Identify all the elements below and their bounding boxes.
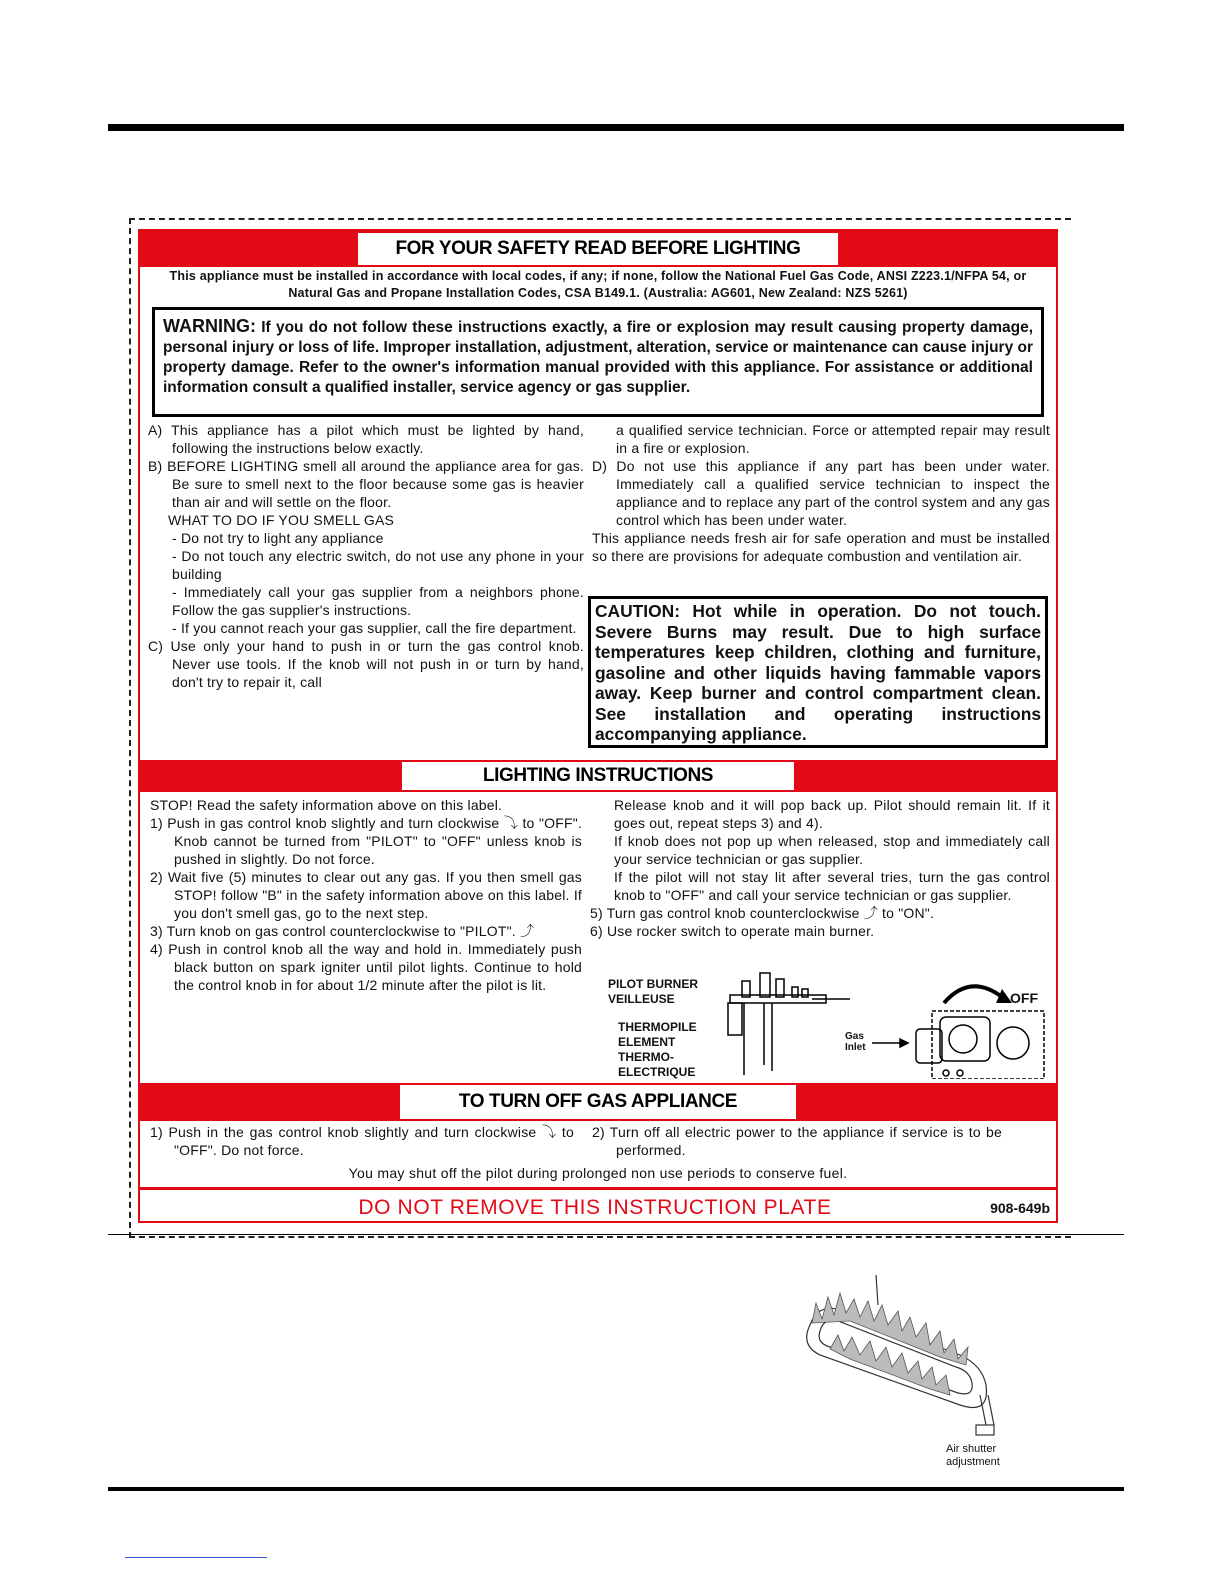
gas-inlet-label-1: Gas: [845, 1031, 864, 1042]
safety-item-b: B) BEFORE LIGHTING smell all around the appliance area for gas. Be sure to smell next to the floor because some gas is heavier than air and will settle on the floor.: [148, 458, 584, 510]
lighting-step-2: 2) Wait five (5) minutes to clear out any gas. If you then smell gas STOP! follow "B" in the safety information above on this label. If you don't smell gas, go to the next step.: [150, 869, 582, 921]
safety-item-a: A) This appliance has a pilot which must be lighted by hand, following the instructions below exactly.: [148, 422, 584, 456]
do-not-remove-bar: [140, 1187, 1056, 1224]
lighting-release: Release knob and it will pop back up. Pilot should remain lit. If it goes out, repeat steps 3) and 4).: [614, 797, 1050, 831]
gas-inlet-label-2: Inlet: [845, 1042, 866, 1053]
element-label: ELEMENT: [618, 1035, 676, 1049]
link-underline: [125, 1557, 267, 1558]
lighting-step-5: 5) Turn gas control knob counterclockwise ⤴ to "ON".: [590, 905, 935, 921]
thermo-label: THERMO-: [618, 1050, 674, 1064]
thermopile-label: THERMOPILE: [618, 1020, 697, 1034]
veilleuse-label: VEILLEUSE: [608, 992, 675, 1006]
smell-gas-step-2: - Do not touch any electric switch, do not use any phone in your building: [172, 548, 584, 582]
lighting-title-band: [140, 760, 1056, 792]
safety-right-column: [592, 421, 1050, 565]
lighting-title: LIGHTING INSTRUCTIONS: [402, 762, 794, 790]
smell-gas-step-3: - Immediately call your gas supplier from a neighbors phone. Follow the gas supplier's instructions.: [172, 584, 584, 618]
code-compliance-text: This appliance must be installed in accordance with local codes, if any; if none, follow the National Fuel Gas Code, ANSI Z223.1/NFPA 54, or Natural Gas and Propane Installation Codes, CSA B149.1. (Australia: AG601, New Zealand: NZS 5261): [169, 269, 1027, 300]
warning-box: [152, 307, 1044, 417]
lighting-stop: STOP! Read the safety information above on this label.: [150, 797, 503, 813]
smell-gas-step-1: - Do not try to light any appliance: [172, 530, 384, 546]
fresh-air-note: This appliance needs fresh air for safe operation and must be installed so there are provisions for adequate combustion and ventilation air.: [592, 530, 1050, 564]
electrique-label: ELECTRIQUE: [618, 1065, 696, 1079]
turn-off-step-2: [592, 1123, 1002, 1159]
lighting-no-stay: If the pilot will not stay lit after several tries, turn the gas control knob to "OFF" and call your service technician or gas supplier.: [614, 869, 1050, 903]
do-not-remove-text: DO NOT REMOVE THIS INSTRUCTION PLATE: [358, 1196, 832, 1219]
turn-off-step-2-text: 2) Turn off all electric power to the appliance if service is to be performed.: [592, 1124, 1002, 1158]
plate-code: 908-649b: [990, 1200, 1050, 1216]
safety-title: FOR YOUR SAFETY READ BEFORE LIGHTING: [358, 233, 838, 265]
burner-caption: [946, 1443, 1000, 1469]
safety-item-c: C) Use only your hand to push in or turn the gas control knob. Never use tools. If the knob will not push in or turn by hand, don't try to repair it, call: [148, 638, 584, 690]
off-label: OFF: [1010, 990, 1038, 1006]
lighting-no-pop: If knob does not pop up when released, stop and immediately call your service technician or gas supplier.: [614, 833, 1050, 867]
warning-text: If you do not follow these instructions exactly, a fire or explosion may result causing property damage, personal injury or loss of life. Improper installation, adjustment, alteration, service or maintenance can cause injury or property damage. Refer to the owner's information manual provided with this appliance. For assistance or additional information consult a qualified installer, service agency or gas supplier.: [163, 319, 1033, 396]
smell-gas-step-4: - If you cannot reach your gas supplier, call the fire department.: [172, 620, 577, 636]
pilot-shutoff-note: You may shut off the pilot during prolonged non use periods to conserve fuel.: [348, 1165, 848, 1181]
lighting-step-1: 1) Push in gas control knob slightly and turn clockwise ⤵ to "OFF". Knob cannot be turned from "PILOT" to "OFF" unless knob is pushed in slightly. Do not force.: [150, 815, 582, 867]
lighting-right-column: [590, 796, 1050, 940]
turn-off-title-band: [140, 1083, 1056, 1121]
lighting-step-4: 4) Push in control knob all the way and hold in. Immediately push black button on spark igniter until pilot lights. Continue to hold the control knob in for about 1/2 minute after the pilot is lit.: [150, 941, 582, 993]
safety-item-c-continued: a qualified service technician. Force or attempted repair may result in a fire or explosion.: [616, 422, 1050, 456]
top-rule: [108, 124, 1124, 131]
caution-box: [588, 596, 1048, 748]
pilot-burner-label: PILOT BURNER: [608, 977, 698, 991]
safety-item-d: D) Do not use this appliance if any part has been under water. Immediately call a qualified service technician to inspect the appliance and to replace any part of the control system and any gas control which has been under water.: [592, 458, 1050, 528]
safety-title-band: [140, 231, 1056, 267]
warning-label: WARNING:: [163, 316, 256, 336]
burner-caption-line-1: Air shutter: [946, 1443, 997, 1455]
safety-left-column: [148, 421, 584, 691]
mid-rule: [108, 1234, 1124, 1235]
turn-off-step-1: [150, 1123, 574, 1159]
bottom-rule: [108, 1487, 1124, 1491]
caution-text: Hot while in operation. Do not touch. Severe Burns may result. Due to high surface temperatures keep children, clothing and furniture, gasoline and other liquids having fammable vapors away. Keep burner and control compartment clean. See installation and operating instructions accompanying appliance.: [595, 601, 1041, 744]
burner-illustration: [790, 1275, 1020, 1465]
gas-valve-body: [916, 1011, 1044, 1079]
turn-off-step-1-text: 1) Push in the gas control knob slightly and turn clockwise ⤵ to "OFF". Do not force.: [150, 1124, 574, 1158]
caution-label: CAUTION:: [595, 601, 681, 621]
burner-caption-line-2: adjustment: [946, 1456, 1000, 1468]
smell-gas-heading: WHAT TO DO IF YOU SMELL GAS: [168, 512, 395, 528]
lighting-step-3: 3) Turn knob on gas control counterclockwise to "PILOT". ⤴: [150, 923, 535, 939]
instruction-plate: [138, 229, 1058, 1223]
pilot-assembly: [728, 973, 850, 1075]
turn-off-title: TO TURN OFF GAS APPLIANCE: [400, 1085, 796, 1119]
lighting-step-6: 6) Use rocker switch to operate main burner.: [590, 923, 875, 939]
pilot-valve-illustration: [720, 963, 1050, 1079]
lighting-left-column: [150, 796, 582, 994]
